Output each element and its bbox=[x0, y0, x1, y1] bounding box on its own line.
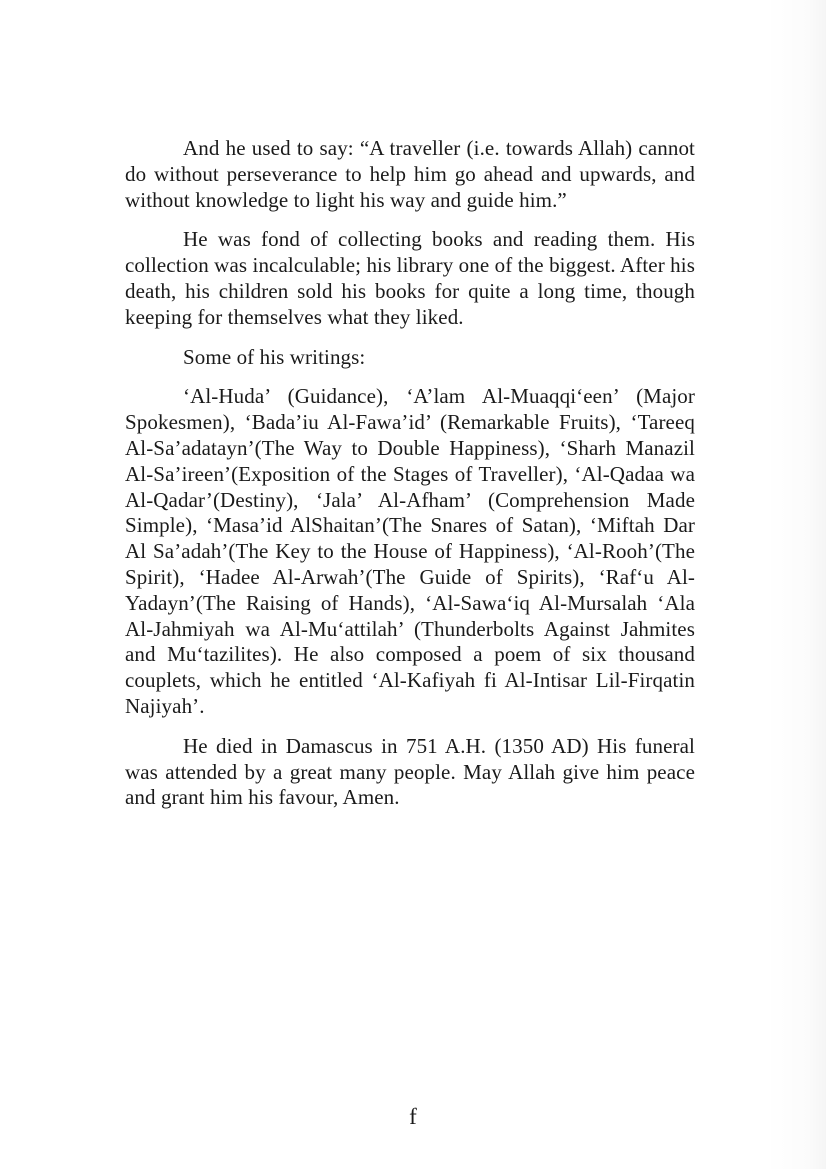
paragraph-books: He was fond of collecting books and reading them. His collection was incalculable; his library one of the biggest. After his death, his children sold his books for quite a long time, though keeping for themselves what they liked. bbox=[125, 227, 695, 329]
paragraph-writings-heading: Some of his writings: bbox=[183, 344, 366, 369]
paragraph-death: He died in Damascus in 751 A.H. (1350 AD) His funeral was attended by a great many people. May Allah give him peace and grant him his favour, Amen. bbox=[125, 733, 695, 810]
paragraph-writings-list: ‘Al-Huda’ (Guidance), ‘A’lam Al-Muaqqi‘een’ (Major Spokesmen), ‘Bada’iu Al-Fawa’id’ (Remarkable Fruits), ‘Tareeq Al-Sa’adatayn’(The Way to Double Happiness), ‘Sharh Manazil Al-Sa’ireen’(Exposition of the Stages of Traveller), ‘Al-Qadaa wa Al-Qadar’(Destiny), ‘Jala’ Al-Afham’ (Comprehension Made Simple), ‘Masa’id AlShaitan’(The Snares of Satan), ‘Miftah Dar Al Sa’adah’(The Key to the House of Happiness), ‘Al-Rooh’(The Spirit), ‘Hadee Al-Arwah’(The Guide of Spirits), ‘Raf‘u Al-Yadayn’(The Raising of Hands), ‘Al-Sawa‘iq Al-Mursalah ‘Ala Al-Jahmiyah wa Al-Mu‘attilah’ (Thunderbolts Against Jahmites and Mu‘tazilites). He also composed a poem of six thousand couplets, which he entitled ‘Al-Kafiyah fi Al-Intisar Lil-Firqatin Najiyah’. bbox=[125, 384, 695, 718]
body-text bbox=[125, 136, 695, 811]
paragraph-quote: And he used to say: “A traveller (i.e. towards Allah) cannot do without perseverance to help him go ahead and upwards, and without knowledge to light his way and guide him.” bbox=[125, 136, 695, 212]
page-number: f bbox=[409, 1104, 417, 1129]
scan-edge-shading bbox=[766, 0, 826, 1169]
